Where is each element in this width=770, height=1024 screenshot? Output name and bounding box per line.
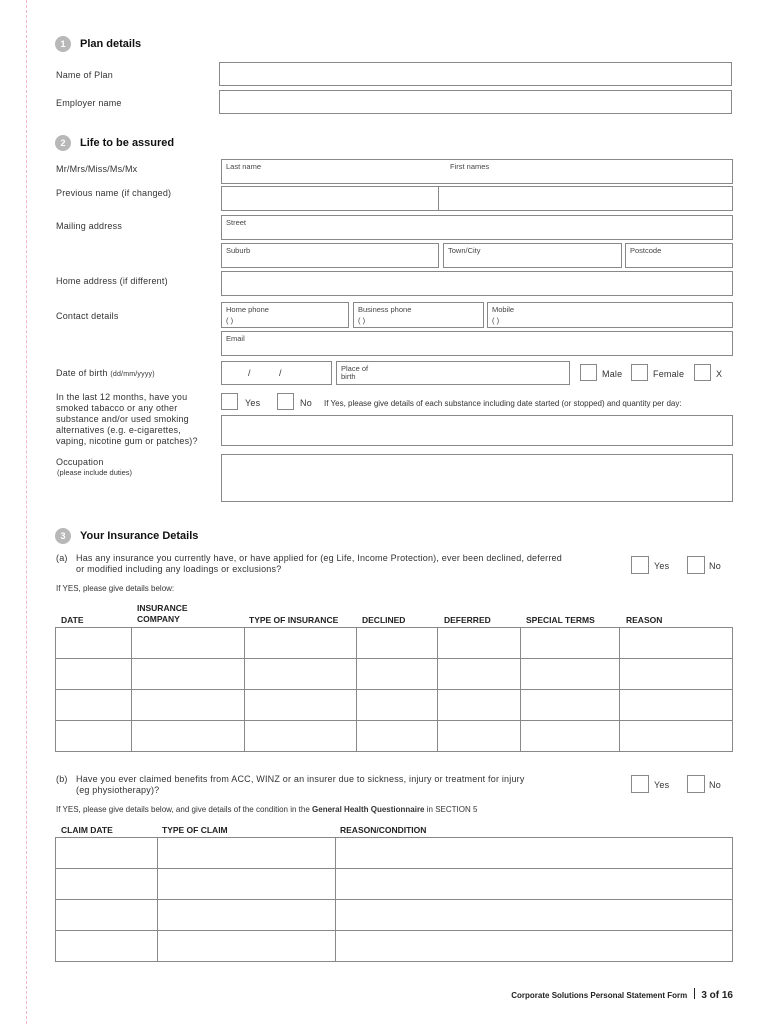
- smoking-question-line-4: alternatives (e.g. e-cigarettes,: [56, 425, 181, 435]
- home-address-field[interactable]: [221, 271, 733, 296]
- table-a-header-declined: DECLINED: [362, 615, 406, 625]
- dob-label: [56, 368, 155, 378]
- table-cell[interactable]: [356, 659, 438, 690]
- home-phone-field[interactable]: [221, 302, 349, 328]
- female-label: Female: [653, 369, 685, 379]
- table-cell[interactable]: [56, 869, 158, 900]
- general-health-questionnaire-ref: General Health Questionnaire: [312, 805, 425, 814]
- table-cell[interactable]: [438, 721, 521, 752]
- table-cell[interactable]: [244, 628, 356, 659]
- table-cell[interactable]: [438, 659, 521, 690]
- table-cell[interactable]: [56, 690, 132, 721]
- mailing-address-label: Mailing address: [56, 221, 123, 231]
- table-row: [56, 721, 733, 752]
- table-cell[interactable]: [56, 659, 132, 690]
- smoking-yes-label: Yes: [245, 398, 261, 408]
- section-1-badge: 1: [55, 36, 71, 52]
- contact-details-label: Contact details: [56, 311, 119, 321]
- table-cell[interactable]: [131, 659, 244, 690]
- question-a-yes-checkbox[interactable]: [631, 556, 649, 574]
- table-cell[interactable]: [336, 838, 733, 869]
- table-cell[interactable]: [336, 900, 733, 931]
- table-cell[interactable]: [56, 931, 158, 962]
- table-cell[interactable]: [244, 659, 356, 690]
- table-cell[interactable]: [56, 900, 158, 931]
- section-3-title: Your Insurance Details: [80, 530, 199, 542]
- table-cell[interactable]: [521, 628, 620, 659]
- table-cell[interactable]: [356, 690, 438, 721]
- question-a-prefix: (a): [56, 553, 68, 563]
- table-cell[interactable]: [56, 838, 158, 869]
- business-phone-paren: ( ): [358, 316, 366, 325]
- section-3-badge: 3: [55, 528, 71, 544]
- table-a-header-type: TYPE OF INSURANCE: [249, 615, 339, 625]
- business-phone-field[interactable]: [353, 302, 484, 328]
- table-row: [56, 869, 733, 900]
- place-of-birth-caption-2: birth: [341, 372, 356, 381]
- smoking-details-field[interactable]: [221, 415, 733, 446]
- footer-form-name: Corporate Solutions Personal Statement Form: [511, 991, 688, 1000]
- previous-name-field-2[interactable]: [438, 186, 733, 211]
- question-a-no-checkbox[interactable]: [687, 556, 705, 574]
- male-checkbox[interactable]: [580, 364, 597, 381]
- footer-page-number: 3 of 16: [701, 990, 733, 1001]
- question-b-no-checkbox[interactable]: [687, 775, 705, 793]
- table-cell[interactable]: [521, 659, 620, 690]
- table-cell[interactable]: [620, 690, 733, 721]
- question-a-no-label: No: [709, 561, 721, 571]
- table-cell[interactable]: [336, 869, 733, 900]
- question-a-if-yes: If YES, please give details below:: [56, 584, 175, 593]
- section-2-badge: 2: [55, 135, 71, 151]
- table-b-header-reason-condition: REASON/CONDITION: [340, 825, 427, 835]
- insurance-history-table: [55, 627, 733, 752]
- place-of-birth-caption-1: Place of: [341, 364, 369, 373]
- table-b-header-type-of-claim: TYPE OF CLAIM: [162, 825, 228, 835]
- previous-name-field-1[interactable]: [221, 186, 439, 211]
- section-1-title: Plan details: [80, 38, 142, 50]
- table-row: [56, 838, 733, 869]
- dob-sep-2: /: [279, 368, 282, 378]
- smoking-question: [56, 392, 198, 447]
- table-cell[interactable]: [158, 931, 336, 962]
- dob-field[interactable]: [221, 361, 332, 385]
- table-a-header-deferred: DEFERRED: [444, 615, 491, 625]
- suburb-field[interactable]: [221, 243, 439, 268]
- question-a-line-1: Has any insurance you currently have, or have applied for (eg Life, Income Protection), ever been declined, deferred: [76, 553, 562, 563]
- smoking-no-checkbox[interactable]: [277, 393, 294, 410]
- table-cell[interactable]: [438, 628, 521, 659]
- smoking-question-line-3: substance and/or used smoking: [56, 414, 189, 424]
- female-checkbox[interactable]: [631, 364, 648, 381]
- footer-divider: [694, 988, 695, 999]
- home-address-label: Home address (if different): [56, 276, 168, 286]
- occupation-field[interactable]: [221, 454, 733, 502]
- home-phone-caption: Home phone: [226, 305, 269, 314]
- smoking-no-label: No: [300, 398, 312, 408]
- occupation-label: Occupation: [56, 457, 104, 467]
- claims-history-table: [55, 837, 733, 962]
- male-label: Male: [602, 369, 623, 379]
- email-field[interactable]: [221, 331, 733, 356]
- table-cell[interactable]: [244, 690, 356, 721]
- question-a-text: [76, 553, 562, 575]
- smoking-yes-checkbox[interactable]: [221, 393, 238, 410]
- table-cell[interactable]: [158, 869, 336, 900]
- question-b-yes-label: Yes: [654, 780, 670, 790]
- table-a-header-date: DATE: [61, 615, 84, 625]
- street-field[interactable]: [221, 215, 733, 240]
- name-of-plan-field[interactable]: [219, 62, 732, 86]
- table-cell[interactable]: [56, 628, 132, 659]
- table-row: [56, 659, 733, 690]
- smoking-question-line-1: In the last 12 months, have you: [56, 392, 188, 402]
- table-row: [56, 690, 733, 721]
- business-phone-caption: Business phone: [358, 305, 412, 314]
- question-b-if-yes: [56, 805, 477, 814]
- table-cell[interactable]: [244, 721, 356, 752]
- last-name-caption: Last name: [226, 162, 262, 171]
- table-b-header-claim-date: CLAIM DATE: [61, 825, 113, 835]
- table-cell[interactable]: [56, 721, 132, 752]
- mobile-caption: Mobile: [492, 305, 515, 314]
- table-a-header-reason: REASON: [626, 615, 663, 625]
- margin-line: [26, 0, 27, 1024]
- smoking-question-line-2: smoked tabacco or any other: [56, 403, 178, 413]
- title-label: Mr/Mrs/Miss/Ms/Mx: [56, 164, 138, 174]
- question-b-line-2: (eg physiotherapy)?: [76, 785, 160, 795]
- table-a-header-special-terms: SPECIAL TERMS: [526, 615, 595, 625]
- x-checkbox[interactable]: [694, 364, 711, 381]
- dob-sep-1: /: [248, 368, 251, 378]
- question-a-yes-label: Yes: [654, 561, 670, 571]
- smoking-question-line-5: vaping, nicotine gum or patches)?: [56, 436, 198, 446]
- email-caption: Email: [226, 334, 245, 343]
- section-2-title: Life to be assured: [80, 137, 175, 149]
- name-field[interactable]: [221, 159, 733, 184]
- table-a-header-insurance: INSURANCE: [137, 603, 188, 613]
- question-b-prefix: (b): [56, 774, 68, 784]
- postcode-field[interactable]: [625, 243, 733, 268]
- table-row: [56, 900, 733, 931]
- smoking-detail-instruction: If Yes, please give details of each substance including date started (or stopped) and quantity per day:: [324, 399, 682, 408]
- x-label: X: [716, 369, 723, 379]
- table-cell[interactable]: [620, 659, 733, 690]
- suburb-caption: Suburb: [226, 246, 251, 255]
- table-cell[interactable]: [336, 931, 733, 962]
- table-cell[interactable]: [620, 721, 733, 752]
- table-cell[interactable]: [521, 721, 620, 752]
- town-city-field[interactable]: [443, 243, 622, 268]
- table-row: [56, 628, 733, 659]
- table-cell[interactable]: [521, 690, 620, 721]
- page-footer: [511, 988, 733, 1001]
- employer-name-field[interactable]: [219, 90, 732, 114]
- table-cell[interactable]: [620, 628, 733, 659]
- mobile-paren: ( ): [492, 316, 500, 325]
- table-cell[interactable]: [158, 838, 336, 869]
- occupation-note: (please include duties): [57, 468, 133, 477]
- table-cell[interactable]: [131, 628, 244, 659]
- town-city-caption: Town/City: [448, 246, 481, 255]
- name-of-plan-label: Name of Plan: [56, 70, 113, 80]
- table-cell[interactable]: [158, 900, 336, 931]
- question-b-text: [76, 774, 525, 796]
- employer-name-label: Employer name: [56, 98, 122, 108]
- table-cell[interactable]: [131, 690, 244, 721]
- first-names-caption: First names: [450, 162, 490, 171]
- question-b-line-1: Have you ever claimed benefits from ACC, WINZ or an insurer due to sickness, injury or treatment for injury: [76, 774, 525, 784]
- table-cell[interactable]: [356, 721, 438, 752]
- place-of-birth-field[interactable]: [336, 361, 570, 385]
- table-cell[interactable]: [131, 721, 244, 752]
- postcode-caption: Postcode: [630, 246, 662, 255]
- table-cell[interactable]: [438, 690, 521, 721]
- dob-format: (dd/mm/yyyy): [110, 371, 155, 378]
- table-cell[interactable]: [356, 628, 438, 659]
- question-b-no-label: No: [709, 780, 721, 790]
- question-b-if-yes-pre: If YES, please give details below, and give details of the condition in the: [56, 805, 310, 814]
- table-a-header-company: COMPANY: [137, 614, 180, 624]
- question-b-if-yes-post: in SECTION 5: [426, 805, 478, 814]
- street-caption: Street: [226, 218, 247, 227]
- home-phone-paren: ( ): [226, 316, 234, 325]
- mobile-field[interactable]: [487, 302, 733, 328]
- table-row: [56, 931, 733, 962]
- question-b-yes-checkbox[interactable]: [631, 775, 649, 793]
- question-a-line-2: or modified including any loadings or exclusions?: [76, 564, 282, 574]
- dob-label-text: Date of birth: [56, 368, 108, 378]
- previous-name-label: Previous name (if changed): [56, 188, 172, 198]
